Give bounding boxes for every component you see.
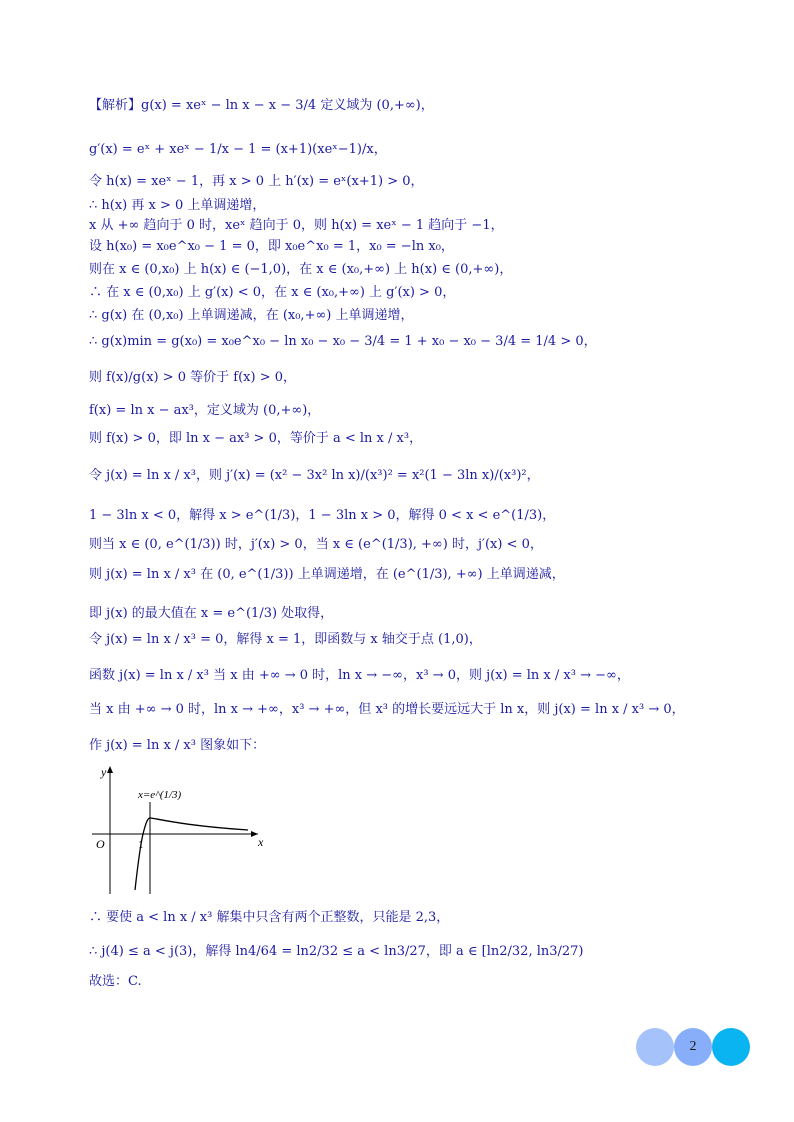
solution-line: 则 f(x)/g(x) > 0 等价于 f(x) > 0，	[89, 370, 297, 385]
solution-line: 令 j(x) = ln x / x³ = 0，解得 x = 1，即函数与 x 轴交于点 (1,0)，	[89, 632, 482, 647]
page-badge-right	[712, 1028, 750, 1066]
root-label: 1	[138, 839, 144, 851]
solution-line: 则 j(x) = ln x / x³ 在 (0, e^(1/3)) 上单调递增，在 (e^(1/3), +∞) 上单调递减，	[89, 567, 565, 582]
solution-line: 令 j(x) = ln x / x³，则 j′(x) = (x² − 3x² ln x)/(x³)² = x²(1 − 3ln x)/(x³)²，	[89, 468, 540, 483]
page-number: 2	[689, 1039, 697, 1054]
conclusion-line: ∴ j(4) ≤ a < j(3)，解得 ln4/64 = ln2/32 ≤ a < ln3/27，即 a ∈ [ln2/32, ln3/27)	[89, 944, 584, 959]
x-axis-label: x	[258, 835, 264, 849]
solution-line: g′(x) = eˣ + xeˣ − 1/x − 1 = (x+1)(xeˣ−1)/x，	[89, 142, 387, 157]
x-axis-arrow	[251, 831, 258, 837]
solution-line: 设 h(x₀) = x₀e^x₀ − 1 = 0，即 x₀e^x₀ = 1，x₀ = −ln x₀，	[89, 239, 454, 254]
y-axis-label: y	[101, 765, 107, 779]
solution-line: 1 − 3ln x < 0，解得 x > e^(1/3)，1 − 3ln x > 0，解得 0 < x < e^(1/3)，	[89, 508, 556, 523]
curve-j	[135, 818, 248, 890]
solution-line: 【解析】g(x) = xeˣ − ln x − x − 3/4 定义域为 (0,+∞)，	[89, 98, 434, 113]
solution-line: 则在 x ∈ (0,x₀) 上 h(x) ∈ (−1,0)，在 x ∈ (x₀,+∞) 上 h(x) ∈ (0,+∞)，	[89, 262, 513, 277]
solution-line: ∴ 在 x ∈ (0,x₀) 上 g′(x) < 0，在 x ∈ (x₀,+∞) 上 g′(x) > 0，	[89, 285, 456, 300]
solution-line: f(x) = ln x − ax³，定义域为 (0,+∞)，	[89, 403, 321, 418]
conclusion-line: 故选：C.	[89, 974, 142, 989]
function-graph	[88, 762, 268, 898]
solution-line: 作 j(x) = ln x / x³ 图象如下：	[89, 738, 266, 753]
page-badge-left	[636, 1028, 674, 1066]
conclusion-line: ∴ 要使 a < ln x / x³ 解集中只含有两个正整数，只能是 2,3，	[89, 910, 450, 925]
page-badge-group	[636, 1028, 752, 1068]
solution-line: 函数 j(x) = ln x / x³ 当 x 由 +∞ → 0 时，ln x → −∞，x³ → 0，则 j(x) = ln x / x³ → −∞，	[89, 668, 630, 683]
solution-line: 令 h(x) = xeˣ − 1，再 x > 0 上 h′(x) = eˣ(x+1) > 0，	[89, 174, 424, 189]
solution-line: ∴ h(x) 再 x > 0 上单调递增，	[89, 198, 266, 213]
solution-line: 当 x 由 +∞ → 0 时，ln x → +∞，x³ → +∞，但 x³ 的增长要远远大于 ln x，则 j(x) = ln x / x³ → 0，	[89, 702, 685, 717]
max-line-label: x=e^(1/3)	[138, 789, 182, 801]
solution-line: ∴ g(x)min = g(x₀) = x₀e^x₀ − ln x₀ − x₀ − 3/4 = 1 + x₀ − x₀ − 3/4 = 1/4 > 0，	[89, 334, 597, 349]
solution-line: 即 j(x) 的最大值在 x = e^(1/3) 处取得，	[89, 606, 334, 621]
solution-line: 则当 x ∈ (0, e^(1/3)) 时，j′(x) > 0，当 x ∈ (e^(1/3), +∞) 时，j′(x) < 0，	[89, 537, 543, 552]
solution-line: ∴ g(x) 在 (0,x₀) 上单调递减，在 (x₀,+∞) 上单调递增，	[89, 308, 414, 323]
solution-line: x 从 +∞ 趋向于 0 时，xeˣ 趋向于 0，则 h(x) = xeˣ − 1 趋向于 −1，	[89, 218, 504, 233]
origin-label: O	[96, 837, 105, 851]
solution-line: 则 f(x) > 0，即 ln x − ax³ > 0，等价于 a < ln x / x³，	[89, 431, 423, 446]
y-axis-arrow	[107, 766, 113, 773]
